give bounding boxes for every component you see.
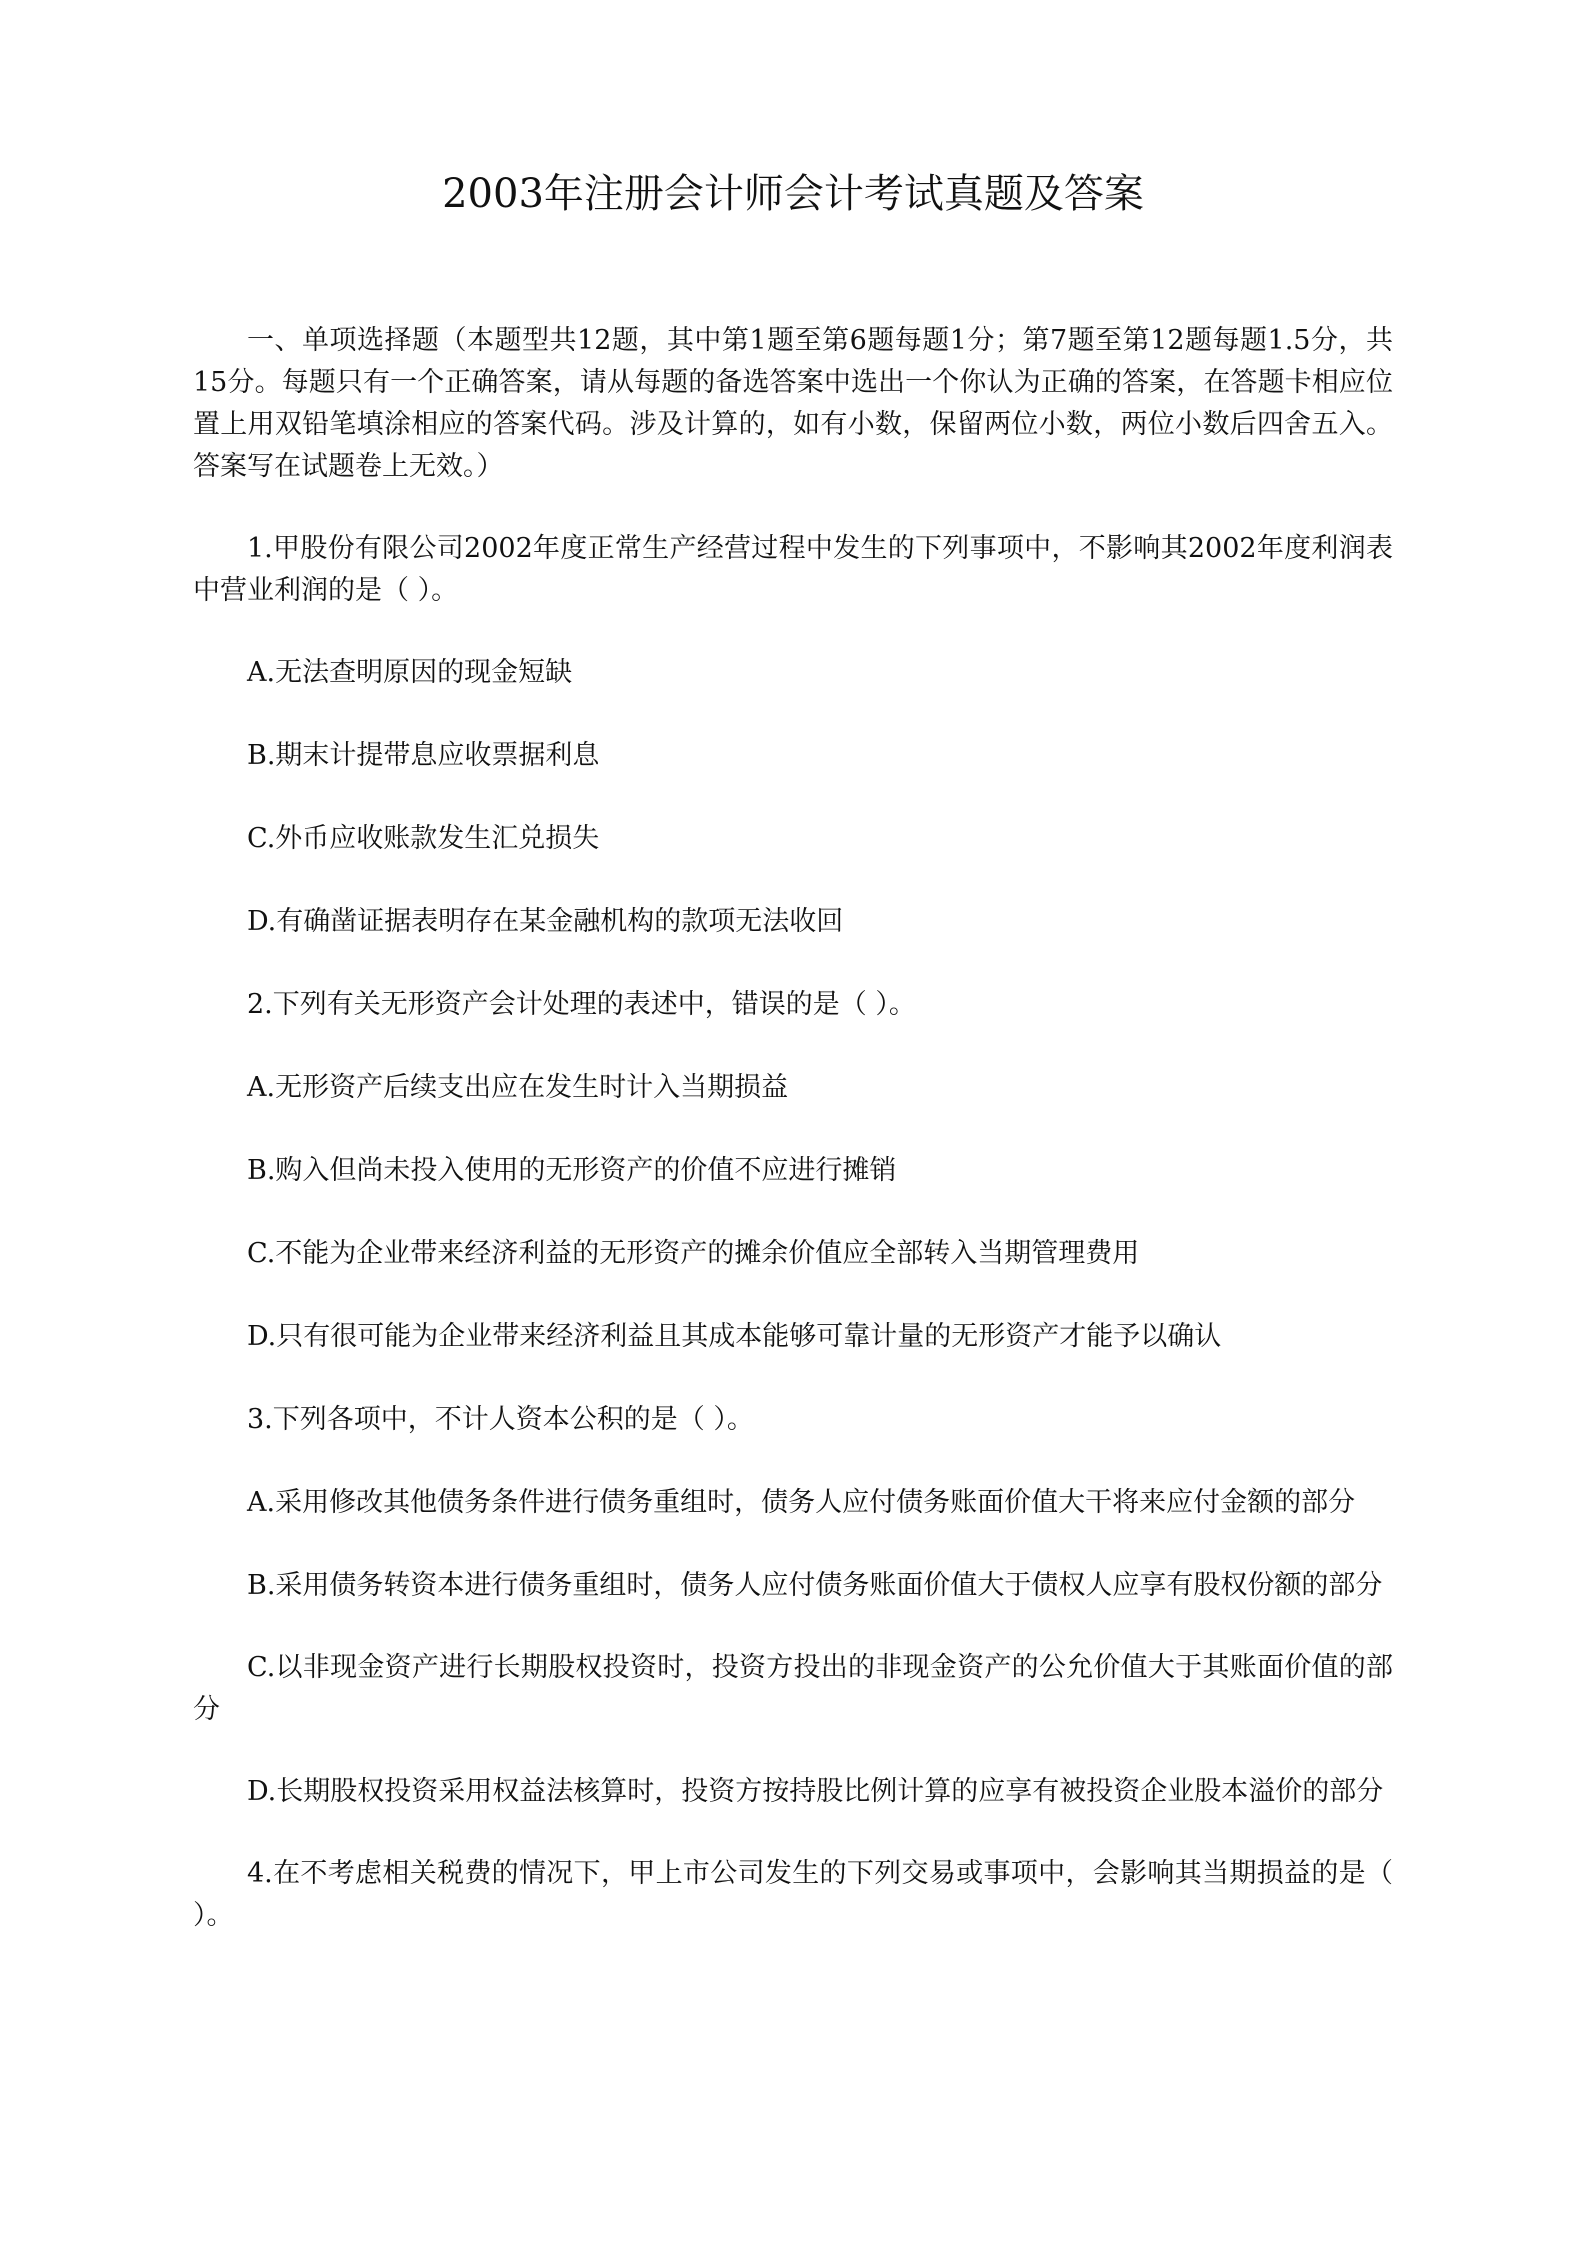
document-title: 2003年注册会计师会计考试真题及答案	[442, 171, 1144, 217]
question-2-option-a: A.无形资产后续支出应在发生时计入当期损益	[247, 1072, 789, 1103]
question-2-option-b: B.购入但尚未投入使用的无形资产的价值不应进行摊销	[247, 1155, 897, 1186]
question-1-option-a: A.无法查明原因的现金短缺	[247, 657, 573, 688]
question-1-stem: 1.甲股份有限公司2002年度正常生产经营过程中发生的下列事项中，不影响其2002年度利润表中营业利润的是（ ）。	[193, 533, 1393, 606]
question-2-option-d: D.只有很可能为企业带来经济利益且其成本能够可靠计量的无形资产才能予以确认	[247, 1321, 1222, 1352]
question-1-option-b: B.期末计提带息应收票据利息	[247, 740, 600, 771]
question-2-stem: 2.下列有关无形资产会计处理的表述中，错误的是（ ）。	[247, 989, 916, 1020]
question-1-option-d: D.有确凿证据表明存在某金融机构的款项无法收回	[247, 906, 844, 937]
question-3-option-d: D.长期股权投资采用权益法核算时，投资方按持股比例计算的应享有被投资企业股本溢价的部分	[247, 1776, 1384, 1807]
question-2-option-c: C.不能为企业带来经济利益的无形资产的摊余价值应全部转入当期管理费用	[247, 1238, 1140, 1269]
document-body	[193, 320, 1393, 1937]
question-1-option-c: C.外币应收账款发生汇兑损失	[247, 823, 600, 854]
section-instructions: 一、单项选择题（本题型共12题，其中第1题至第6题每题1分；第7题至第12题每题1.5分，共15分。每题只有一个正确答案，请从每题的备选答案中选出一个你认为正确的答案，在答题卡相应位置上用双铅笔填涂相应的答案代码。涉及计算的，如有小数，保留两位小数，两位小数后四舍五入。答案写在试题卷上无效。）	[193, 325, 1393, 482]
question-3-option-a: A.采用修改其他债务条件进行债务重组时，债务人应付债务账面价值大干将来应付金额的部分	[247, 1487, 1356, 1518]
question-3-option-c: C.以非现金资产进行长期股权投资时，投资方投出的非现金资产的公允价值大于其账面价值的部分	[193, 1652, 1393, 1725]
question-3-option-b: B.采用债务转资本进行债务重组时，债务人应付债务账面价值大于债权人应享有股权份额的部分	[247, 1570, 1383, 1601]
question-3-stem: 3.下列各项中，不计人资本公积的是（ ）。	[247, 1404, 754, 1435]
question-4-stem: 4.在不考虑相关税费的情况下，甲上市公司发生的下列交易或事项中，会影响其当期损益的是（ ）。	[193, 1858, 1393, 1931]
